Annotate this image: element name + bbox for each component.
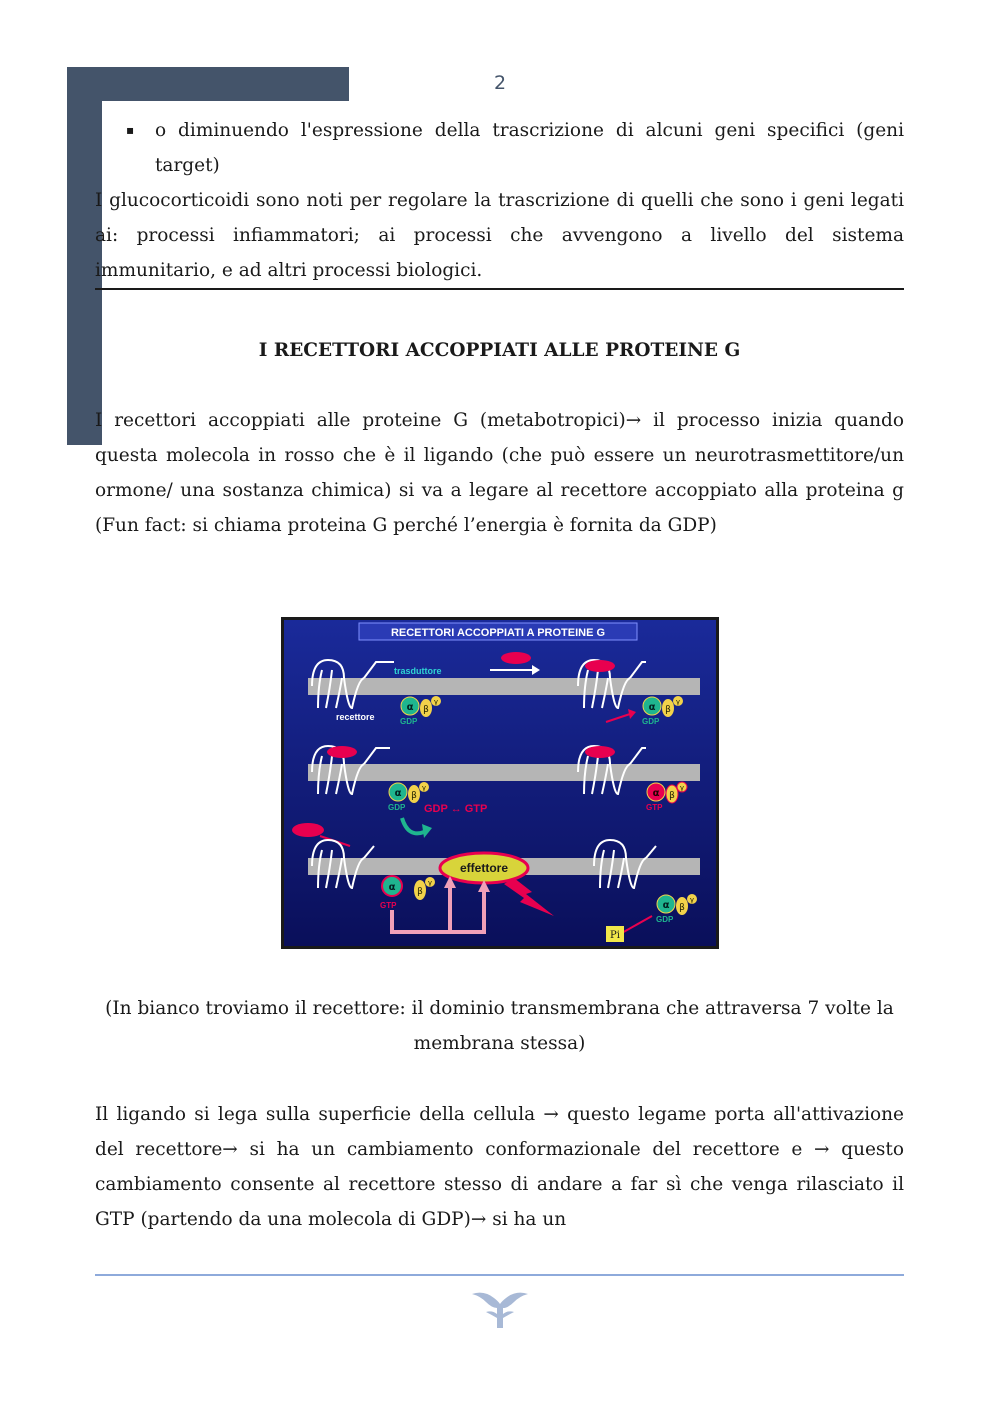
footer-rule bbox=[95, 1274, 904, 1276]
gtp-label: GTP bbox=[380, 901, 397, 910]
alpha-label: α bbox=[662, 900, 670, 911]
figure-background bbox=[284, 620, 716, 946]
gdp-label: GDP bbox=[656, 915, 674, 924]
beta-label: β bbox=[669, 791, 675, 801]
bullet-item bbox=[95, 113, 904, 183]
gamma-label: γ bbox=[433, 698, 439, 706]
footer-logo-icon bbox=[470, 1288, 530, 1336]
beta-label: β bbox=[423, 705, 429, 715]
figure-caption: (In bianco troviamo il recettore: il dominio transmembrana che attraversa 7 volte la membrana stessa) bbox=[105, 998, 894, 1054]
label-trasduttore: trasduttore bbox=[394, 666, 442, 676]
gamma-label: γ bbox=[689, 896, 695, 904]
ligand bbox=[501, 652, 531, 664]
label-exchange: GDP ↔ GTP bbox=[424, 803, 488, 815]
gdp-label: GDP bbox=[642, 717, 660, 726]
membrane bbox=[308, 678, 700, 695]
paragraph-recettori: I recettori accoppiati alle proteine G (metabotropici)→ il processo inizia quando questa molecola in rosso che è il ligando (che può essere un neurotrasmettitore/un ormone/ una sostanza chimica) si va a legare al recettore accoppiato alla proteina g (Fun fact: si chiama proteina G perché l’energia è fornita da GDP) bbox=[95, 410, 904, 536]
beta-label: β bbox=[411, 791, 417, 801]
gamma-label: γ bbox=[675, 698, 681, 706]
ligand-bound bbox=[327, 746, 357, 758]
bullet-mark: ▪ bbox=[126, 123, 135, 137]
ligand-bound bbox=[585, 660, 615, 672]
beta-label: β bbox=[665, 705, 671, 715]
gpcr-figure bbox=[281, 617, 719, 949]
alpha-label: α bbox=[394, 788, 402, 799]
membrane bbox=[308, 764, 700, 781]
gamma-label: γ bbox=[421, 784, 427, 792]
alpha-label: α bbox=[388, 882, 396, 893]
section-heading: I RECETTORI ACCOPPIATI ALLE PROTEINE G bbox=[258, 340, 741, 361]
gpcr-diagram bbox=[284, 620, 716, 946]
label-effettore: effettore bbox=[459, 861, 509, 875]
label-recettore: recettore bbox=[336, 712, 375, 722]
label-pi: Pi bbox=[610, 930, 620, 941]
page-number: 2 bbox=[493, 72, 507, 94]
alpha-label: α bbox=[652, 788, 660, 799]
gamma-label: γ bbox=[427, 879, 433, 887]
gamma-label: γ bbox=[679, 784, 685, 792]
bullet-text: o diminuendo l'espressione della trascrizione di alcuni geni specifici (geni target) bbox=[155, 120, 904, 176]
beta-label: β bbox=[417, 887, 423, 897]
beta-label: β bbox=[679, 903, 685, 913]
ligand-bound bbox=[585, 746, 615, 758]
alpha-label: α bbox=[406, 702, 414, 713]
horizontal-rule bbox=[95, 288, 904, 290]
gdp-label: GDP bbox=[400, 717, 418, 726]
main-content bbox=[95, 113, 904, 543]
alpha-label: α bbox=[648, 702, 656, 713]
paragraph-glucocorticoidi: I glucocorticoidi sono noti per regolare la trascrizione di quelli che sono i geni legati ai: processi infiammatori; ai processi che avvengono a livello del sistema immunitario, e ad altri processi biologici. bbox=[95, 190, 904, 281]
figure-title: RECETTORI ACCOPPIATI A PROTEINE G bbox=[390, 627, 606, 639]
gtp-label: GTP bbox=[646, 803, 663, 812]
ligand-free bbox=[292, 823, 324, 837]
paragraph-ligando: Il ligando si lega sulla superficie della cellula → questo legame porta all'attivazione del recettore→ si ha un cambiamento conformazionale del recettore e → questo cambiamento consente al recettore stesso di andare a far sì che venga rilasciato il GTP (partendo da una molecola di GDP)→ si ha un bbox=[95, 1104, 904, 1230]
gdp-label: GDP bbox=[388, 803, 406, 812]
